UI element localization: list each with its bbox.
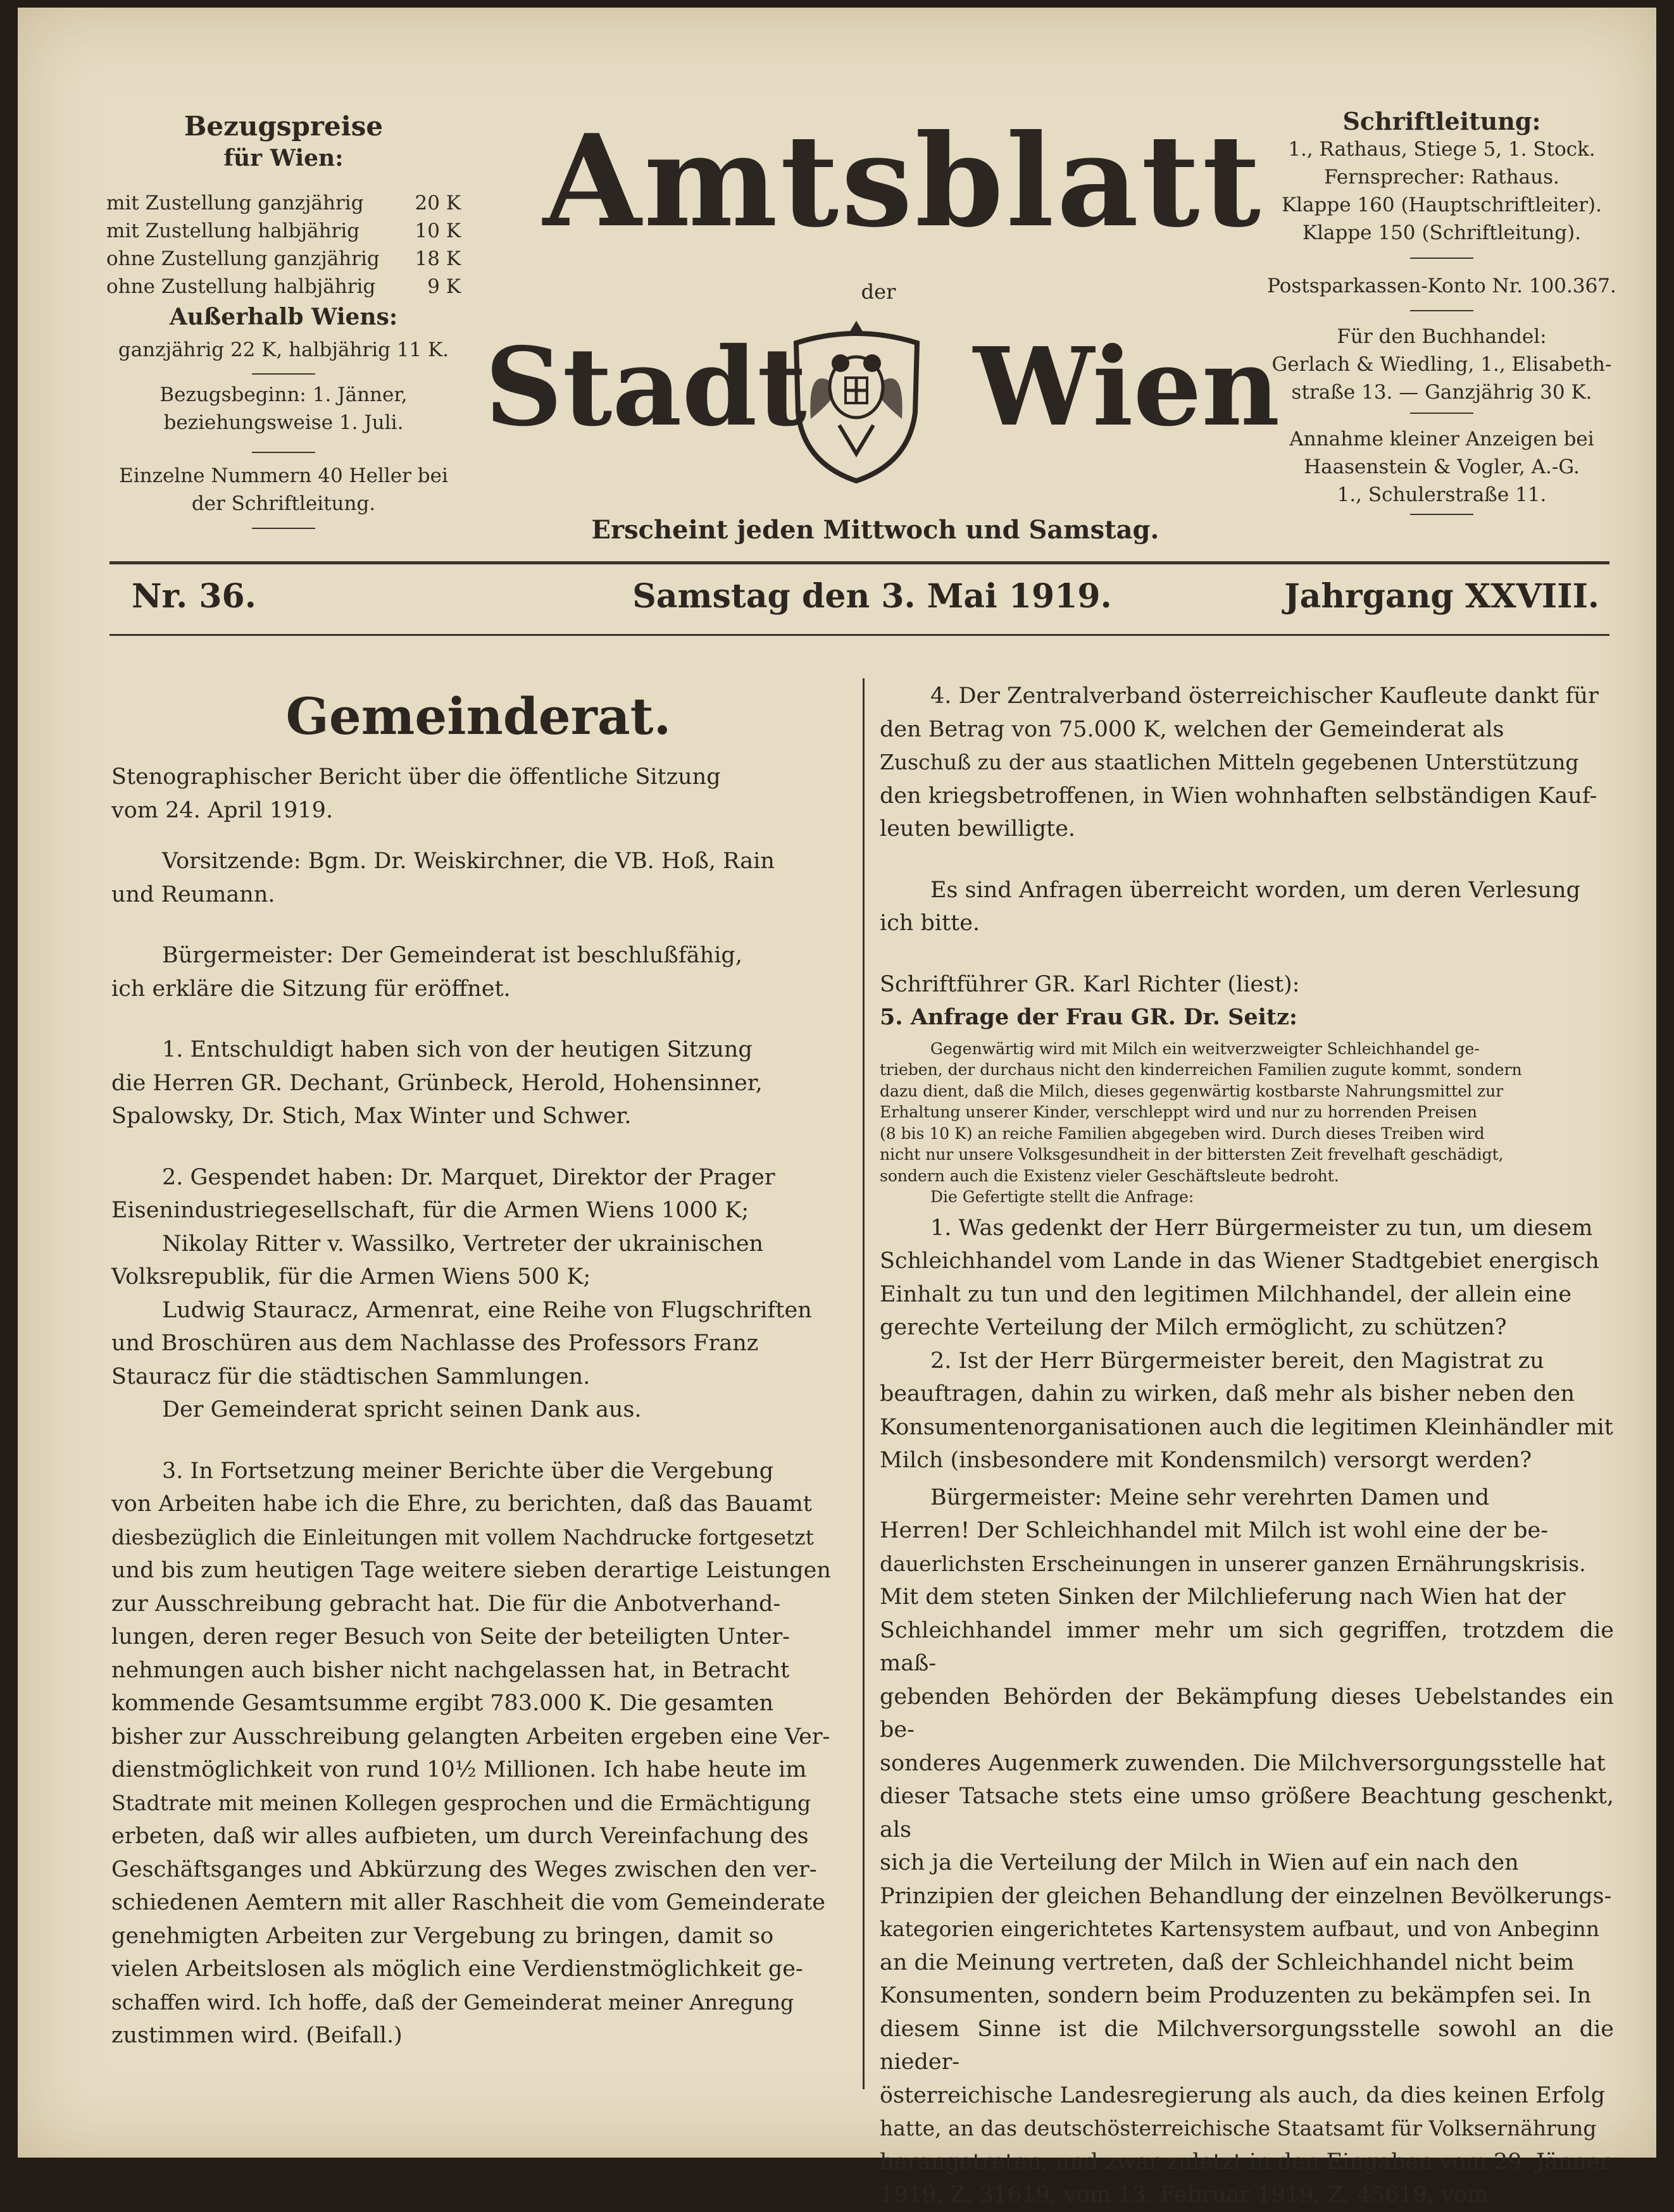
begin-line-2: beziehungsweise 1. Juli. (163, 411, 404, 434)
inquiry-text: Gegenwärtig wird mit Milch ein weitverzweigter Schleichhandel ge- trieben, der durchaus nicht den kinderreichen Familien zugute kommt, sondern dazu dient, daß die Milch, dieses gegenwärtig kostbarste Nahrungsmittel zur Erhaltung unserer Kinder, verschleppt wird und nur zu horrenden Preisen (8 bis 10 K) an reiche Familien abgegeben wird. Durch dieses Treiben wird nicht nur unsere Volksgesundheit in der bittersten Zeit frevelhaft geschädigt, sondern auch die Existenz vieler Geschäftsleute bedroht. Die Gefertigte stellt die Anfrage: (880, 1039, 1522, 1206)
secretary-line: Schriftführer GR. Karl Richter (liest): 5. Anfrage der Frau GR. Dr. Seitz: (880, 971, 1300, 1030)
issue-date: Samstag den 3. Mai 1919. (632, 577, 1112, 616)
price-row: mit Zustellung halbjährig 10 K (106, 220, 461, 242)
chair-paragraph: Vorsitzende: Bgm. Dr. Weiskirchner, die VB. Hoß, Rain und Reumann. (111, 848, 775, 907)
prices-subheading: für Wien: (223, 145, 344, 171)
book-line-2: Gerlach & Wiedling, 1., Elisabeth- (1271, 353, 1612, 376)
editorial-divider (1410, 514, 1473, 515)
price-row: ohne Zustellung halbjährig 9 K (106, 275, 461, 298)
prices-outside (106, 303, 461, 364)
subscription-prices (106, 109, 461, 172)
postal-account: Postsparkassen-Konto Nr. 100.367. (1267, 275, 1616, 297)
subscription-begin (106, 381, 461, 437)
paragraph-1: 1. Entschuldigt haben sich von der heutigen Sitzung die Herren GR. Dechant, Grünbeck, Herold, Hohensinner, Spalowsky, Dr. Stich, Max Winter und Schwer. (111, 1037, 763, 1129)
issue-volume: Jahrgang XXVIII. (1284, 577, 1599, 616)
editorial-klappe-2: Klappe 150 (Schriftleitung). (1302, 221, 1582, 244)
price-row: ohne Zustellung ganzjährig 18 K (106, 247, 461, 270)
prices-divider (252, 373, 315, 375)
section-heading: Gemeinderat. (285, 687, 671, 746)
outside-heading: Außerhalb Wiens: (169, 304, 398, 330)
editorial-divider (1410, 413, 1473, 414)
ads-line-3: 1., Schulerstraße 11. (1337, 483, 1547, 506)
editorial-heading: Schriftleitung: (1342, 107, 1541, 135)
paragraph-4: 4. Der Zentralverband österreichischer Kaufleute dankt für den Betrag von 75.000 K, welchen der Gemeinderat als Zuschuß zu der aus staatlichen Mitteln gegebenen Unterstützung den kriegsbetroffenen, in Wien wohnhaften selbständigen Kauf- leuten bewilligte. (880, 683, 1599, 842)
issue-number: Nr. 36. (132, 577, 256, 616)
prices-divider (252, 528, 315, 529)
issue-bottom-rule (109, 634, 1609, 636)
paragraph-3: 3. In Fortsetzung meiner Berichte über die Vergebung von Arbeiten habe ich die Ehre, zu berichten, daß das Bauamt diesbezüglich die Einleitungen mit vollem Nachdrucke fortgesetzt und bis zum heutigen Tage weitere sieben derartige Leistungen zur Ausschreibung gebracht hat. Die für die Anbotverhand- lungen, deren reger Besuch von Seite der beteiligten Unter- nehmungen auch bisher nicht nachgelassen hat, in Betracht kommende Gesamtsumme ergibt 783.000 K. Die gesamten bisher zur Ausschreibung gelangten Arbeiten ergeben eine Ver- dienstmöglichkeit von rund 10½ Millionen. Ich habe heute im Stadtrate mit meinen Kollegen gesprochen und die Ermächtigung erbeten, daß wir alles aufbieten, um durch Vereinfachung des Geschäftsganges und Abkürzung des Weges zwischen den ver- schiedenen Aemtern mit aller Raschheit die vom Gemeinderate genehmigten Arbeiten zur Vergebung zu bringen, damit so vielen Arbeitslosen als möglich eine Verdienstmöglichkeit ge- schaffen wird. Ich hoffe, daß der Gemeinderat meiner Anregung zustimmen wird. (Beifall.) (111, 1458, 831, 2048)
mayor-opening: Bürgermeister: Der Gemeinderat ist beschlußfähig, ich erkläre die Sitzung für eröffnet. (111, 943, 742, 1002)
single-line-1: Einzelne Nummern 40 Heller bei (119, 464, 448, 487)
prices-heading: Bezugspreise (184, 111, 384, 142)
issue-top-rule (109, 561, 1609, 564)
editorial-divider (1410, 258, 1473, 259)
mayor-answer: Bürgermeister: Meine sehr verehrten Damen und Herren! Der Schleichhandel mit Milch ist wohl eine der be- dauerlichsten Erscheinungen in unserer ganzen Ernährungskrisis. Mit dem steten Sinken der Milchlieferung nach Wien hat der Schleichhandel immer mehr um sich gegriffen, trotzdem die maß- gebenden Behörden der Bekämpfung dieses Uebelstandes ein be- sonderes Augenmerk zuwenden. Die Milchversorgungsstelle hat dieser Tatsache stets eine umso größere Beachtung geschenkt, als sich ja die Verteilung der Milch in Wien auf ein nach den Prinzipien der gleichen Behandlung der einzelnen Bevölkerungs- kategorien eingerichtetes Kartensystem aufbaut, und von Anbeginn an die Meinung vertreten, daß der Schleichhandel nicht beim Konsumenten, sondern beim Produzenten zu bekämpfen sei. In diesem Sinne ist die Milchversorgungsstelle sowohl an die nieder- österreichische Landesregierung als auch, da dies keinen Erfolg hatte, an das deutschösterreichische Staatsamt für Volksernährung herangetreten, und zwar zuletzt in den Eingaben vom 29. Jänner 1919, Z. 31619, vom 13. Februar 1919, Z. 45619, vom (880, 1484, 1614, 2208)
ads-line-1: Annahme kleiner Anzeigen bei (1289, 428, 1594, 450)
ads-info (1258, 425, 1625, 509)
editorial-divider (1410, 310, 1473, 311)
single-line-2: der Schriftleitung. (191, 492, 376, 515)
left-column (111, 685, 846, 2053)
masthead-title-left: Stadt (485, 324, 807, 450)
editorial-address: 1., Rathaus, Stiege 5, 1. Stock. (1288, 138, 1596, 161)
requests-paragraph: Es sind Anfragen überreicht worden, um deren Verlesung ich bitte. (880, 877, 1580, 936)
inquiry-questions: 1. Was gedenkt der Herr Bürgermeister zu tun, um diesem Schleichhandel vom Lande in das Wiener Stadtgebiet energisch Einhalt zu tun und den legitimen Milchhandel, der allein eine gerechte Verteilung der Milch ermöglicht, zu schützen? 2. Ist der Herr Bürgermeister bereit, den Magistrat zu beauftragen, dahin zu wirken, daß mehr als bisher neben den Konsumentenorganisationen auch die legitimen Kleinhändler mit Milch (insbesondere mit Kondensmilch) versorgt werden? (880, 1215, 1613, 1473)
newspaper-page (18, 8, 1656, 2208)
column-divider (863, 678, 865, 2089)
ads-line-2: Haasenstein & Vogler, A.-G. (1304, 456, 1580, 478)
masthead-title-top: Amtsblatt (543, 107, 1263, 256)
coat-of-arms-eagle-icon (789, 318, 925, 485)
book-line-3: straße 13. — Ganzjährig 30 K. (1291, 381, 1592, 404)
editorial-phone: Fernsprecher: Rathaus. (1324, 166, 1559, 189)
masthead-der: der (861, 280, 896, 304)
report-subtitle: Stenographischer Bericht über die öffentliche Sitzung vom 24. April 1919. (111, 764, 721, 823)
editorial-klappe-1: Klappe 160 (Hauptschriftleiter). (1282, 194, 1602, 216)
right-column (880, 680, 1614, 2212)
paragraph-2: 2. Gespendet haben: Dr. Marquet, Direktor der Prager Eisenindustriegesellschaft, für die Armen Wiens 1000 K; Nikolay Ritter v. Wassilko, Vertreter der ukrainischen Volksrepublik, für die Armen Wiens 500 K; Ludwig Stauracz, Armenrat, eine Reihe von Flugschriften und Broschüren aus dem Nachlasse des Professors Franz Stauracz für die städtischen Sammlungen. Der Gemeinderat spricht seinen Dank aus. (111, 1164, 812, 1422)
editorial-info (1258, 108, 1625, 247)
price-row: mit Zustellung ganzjährig 20 K (106, 192, 461, 214)
book-line-1: Für den Buchhandel: (1337, 325, 1547, 348)
prices-table (106, 189, 461, 301)
bookshop-info (1258, 323, 1625, 406)
single-issue (106, 462, 461, 518)
masthead-tagline: Erscheint jeden Mittwoch und Samstag. (591, 515, 1159, 545)
prices-divider (252, 452, 315, 453)
begin-line-1: Bezugsbeginn: 1. Jänner, (159, 383, 408, 406)
outside-text: ganzjährig 22 K, halbjährig 11 K. (118, 339, 449, 361)
masthead-title-right: Wien (973, 324, 1280, 450)
